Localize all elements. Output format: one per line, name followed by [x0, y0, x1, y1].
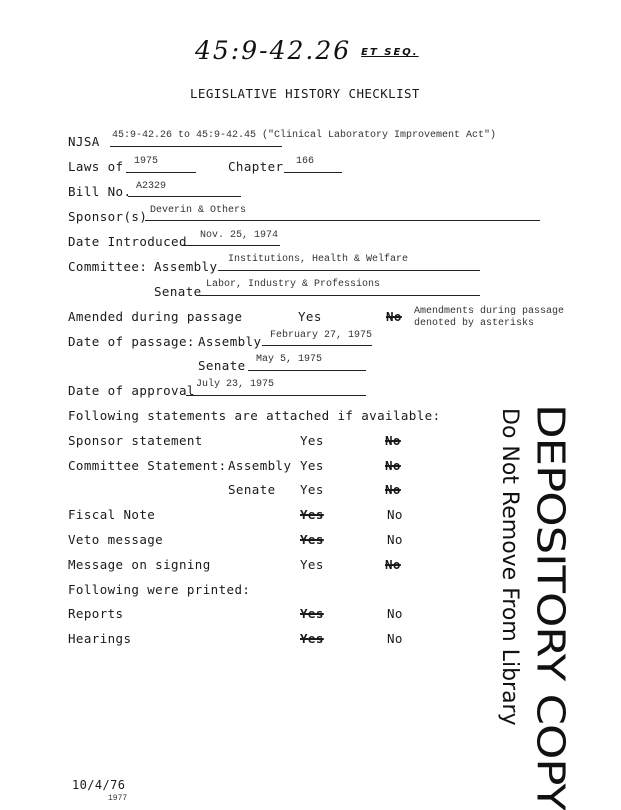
passage-assembly-underline	[262, 345, 372, 346]
committee-statement-assembly-yes: Yes	[300, 458, 324, 473]
date-of-passage-label: Date of passage:	[68, 334, 195, 349]
veto-message-no: No	[387, 532, 403, 547]
committee-assembly-label: Assembly	[154, 259, 218, 274]
date-of-approval-underline	[186, 395, 366, 396]
njsa-label: NJSA	[68, 134, 100, 149]
committee-statement-label: Committee Statement:	[68, 458, 227, 473]
veto-message-yes-struck: Yes	[300, 532, 324, 547]
citation-suffix: ET SEQ.	[361, 47, 419, 58]
message-on-signing-no-struck: No	[385, 557, 401, 572]
committee-assembly-value: Institutions, Health & Welfare	[228, 254, 409, 265]
chapter-label: Chapter	[228, 159, 284, 174]
bill-value: A2329	[136, 181, 167, 192]
sponsor-value: Deverin & Others	[150, 205, 247, 216]
amended-note-line2: denoted by asterisks	[414, 318, 535, 329]
committee-assembly-underline	[218, 270, 480, 271]
amended-note-line1: Amendments during passage	[414, 306, 565, 317]
date-of-approval-label: Date of approval	[68, 383, 195, 398]
reports-yes-struck: Yes	[300, 606, 324, 621]
committee-statement-senate-no-struck: No	[385, 482, 401, 497]
hearings-label: Hearings	[68, 631, 132, 646]
sponsor-underline	[145, 220, 540, 221]
committee-statement-senate-label: Senate	[228, 482, 276, 497]
sponsor-statement-no-struck: No	[385, 433, 401, 448]
footer-date: 10/4/76	[72, 778, 126, 792]
date-introduced-value: Nov. 25, 1974	[200, 230, 279, 241]
do-not-remove-stamp: Do Not Remove From Library	[497, 408, 522, 726]
handwritten-citation	[195, 36, 419, 65]
reports-no: No	[387, 606, 403, 621]
passage-senate-label: Senate	[198, 358, 246, 373]
fiscal-note-no: No	[387, 507, 403, 522]
amended-label: Amended during passage	[68, 309, 243, 324]
fiscal-note-yes-struck: Yes	[300, 507, 324, 522]
passage-assembly-value: February 27, 1975	[270, 330, 373, 341]
passage-assembly-label: Assembly	[198, 334, 262, 349]
sponsor-statement-label: Sponsor statement	[68, 433, 203, 448]
committee-label: Committee:	[68, 259, 148, 274]
veto-message-label: Veto message	[68, 532, 164, 547]
passage-senate-value: May 5, 1975	[256, 354, 323, 365]
date-introduced-label: Date Introduced	[68, 234, 187, 249]
sponsor-label: Sponsor(s)	[68, 209, 148, 224]
citation-number: 45:9-42.26	[195, 36, 352, 65]
depository-copy-stamp: DEPOSITORY COPY	[528, 404, 574, 810]
statements-heading: Following statements are attached if available:	[68, 408, 441, 423]
committee-senate-underline	[198, 295, 480, 296]
committee-statement-assembly-no-struck: No	[385, 458, 401, 473]
reports-label: Reports	[68, 606, 124, 621]
committee-senate-label: Senate	[154, 284, 202, 299]
sponsor-statement-yes: Yes	[300, 433, 324, 448]
footer-date-partial: 1977	[108, 794, 128, 803]
laws-of-underline	[126, 172, 196, 173]
laws-of-label: Laws of	[68, 159, 124, 174]
bill-underline	[128, 196, 241, 197]
hearings-no: No	[387, 631, 403, 646]
njsa-underline	[110, 146, 282, 147]
message-on-signing-label: Message on signing	[68, 557, 211, 572]
date-of-approval-value: July 23, 1975	[196, 379, 275, 390]
hearings-yes-struck: Yes	[300, 631, 324, 646]
chapter-value: 166	[296, 156, 315, 167]
amended-no-struck: No	[386, 309, 402, 324]
committee-statement-assembly-label: Assembly	[228, 458, 292, 473]
njsa-value: 45:9-42.26 to 45:9-42.45 ("Clinical Laboratory Improvement Act")	[112, 130, 497, 141]
printed-heading: Following were printed:	[68, 582, 251, 597]
laws-of-value: 1975	[134, 156, 159, 167]
chapter-underline	[284, 172, 342, 173]
passage-senate-underline	[248, 370, 366, 371]
date-introduced-underline	[182, 245, 280, 246]
fiscal-note-label: Fiscal Note	[68, 507, 156, 522]
message-on-signing-yes: Yes	[300, 557, 324, 572]
committee-statement-senate-yes: Yes	[300, 482, 324, 497]
page-title: LEGISLATIVE HISTORY CHECKLIST	[190, 86, 420, 101]
committee-senate-value: Labor, Industry & Professions	[206, 279, 381, 290]
amended-yes: Yes	[298, 309, 322, 324]
bill-label: Bill No.	[68, 184, 132, 199]
